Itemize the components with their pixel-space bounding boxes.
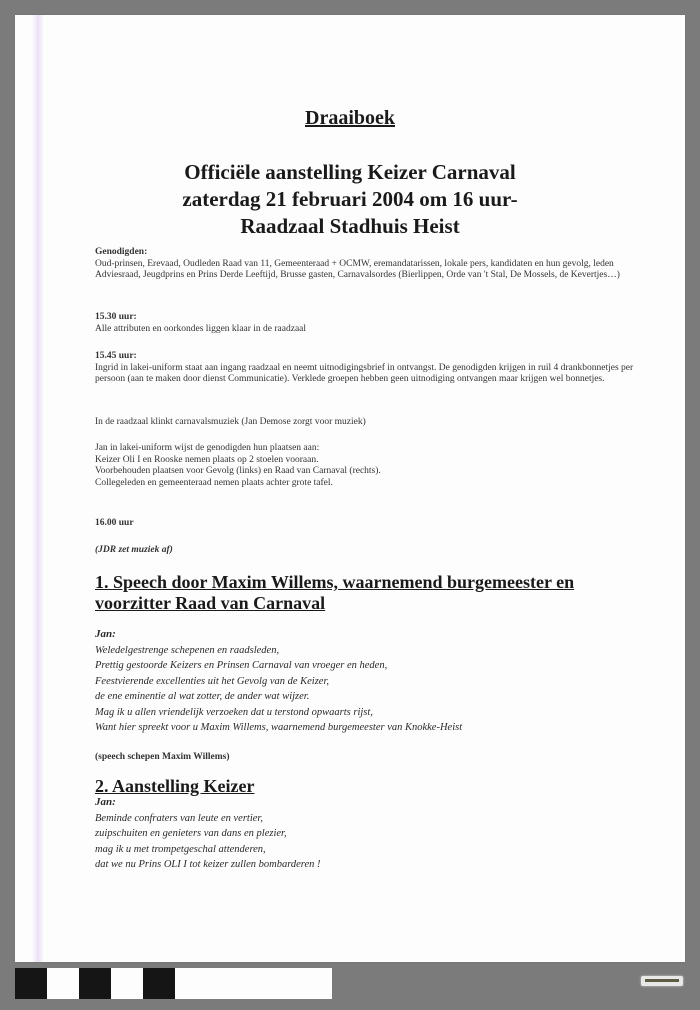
- speech-line: Prettig gestoorde Keizers en Prinsen Carnaval van vroeger en heden,: [95, 660, 388, 671]
- time-1600-note: (JDR zet muziek af): [95, 545, 173, 555]
- calibration-strip: [15, 968, 332, 999]
- seating-line: Collegeleden en gemeenteraad nemen plaats achter grote tafel.: [95, 477, 333, 488]
- calibration-block-white: [47, 968, 79, 999]
- section-1-speech: [95, 627, 655, 736]
- calibration-block-black: [79, 968, 111, 999]
- seating-line: Voorbehouden plaatsen voor Gevolg (links) en Raad van Carnaval (rechts).: [95, 466, 381, 476]
- scan-artifact-band: [32, 15, 44, 962]
- genodigden-text: Oud-prinsen, Erevaad, Oudleden Raad van 11, Gemeenteraad + OCMW, eremandatarissen, lokale pers, kandidaten en hun gevolg, leden Adviesraad, Jeugdprins en Prins Derde Leeftijd, Brusse gasten, Carnavalsordes (Bierlippen, Orde van 't Stal, De Mossels, de Kevertjes…): [95, 258, 620, 280]
- genodigden-label: Genodigden:: [95, 247, 148, 257]
- time-1600-label: 16.00 uur: [95, 518, 134, 528]
- document-title: Draaiboek: [305, 107, 395, 129]
- section-1-heading: [95, 572, 655, 614]
- speech-line: Feestvierende excellenties uit het Gevolg van de Keizer,: [95, 675, 330, 687]
- scale-bar-icon: [641, 976, 683, 986]
- calibration-block-white: [111, 968, 143, 999]
- speech-line: Weledelgestrenge schepenen en raadsleden,: [95, 644, 280, 656]
- scale-bar-line: [645, 979, 679, 982]
- genodigden-block: [95, 247, 655, 282]
- speaker-label: Jan:: [95, 628, 116, 640]
- time-1530-text: Alle attributen en oorkondes liggen klaar in de raadzaal: [95, 323, 307, 334]
- time-1545-block: [95, 351, 655, 386]
- subtitle-line: Officiële aanstelling Keizer Carnaval: [184, 160, 516, 184]
- music-note: In de raadzaal klinkt carnavalsmuziek (Jan Demose zorgt voor muziek): [95, 417, 366, 427]
- time-1545-text: Ingrid in lakei-uniform staat aan ingang raadzaal en neemt uitnodigingsbrief in ontvangst. De genodigden krijgen in ruil 4 drankbonnetjes per persoon (aan te maken door dienst Communicatie). Verklede groepen hebben geen uitnodiging ontvangen maar krijgen wel bonnetjes.: [95, 362, 634, 384]
- speech-line: mag ik u met trompetgeschal attenderen,: [95, 843, 266, 855]
- speech-line: dat we nu Prins OLI I tot keizer zullen bombarderen !: [95, 859, 321, 870]
- speech-note: (speech schepen Maxim Willems): [95, 752, 230, 762]
- speech-line: Beminde confraters van leute en vertier,: [95, 812, 263, 824]
- time-1545-label: 15.45 uur:: [95, 351, 137, 361]
- speech-line: Want hier spreekt voor u Maxim Willems, waarnemend burgemeester van Knokke-Heist: [95, 722, 463, 733]
- calibration-block-black: [143, 968, 175, 999]
- subtitle-line: zaterdag 21 februari 2004 om 16 uur-: [182, 187, 518, 211]
- seating-line: Keizer Oli I en Rooske nemen plaats op 2 stoelen vooraan.: [95, 454, 319, 465]
- seating-block: [95, 443, 655, 489]
- subtitle-line: Raadzaal Stadhuis Heist: [240, 214, 460, 238]
- calibration-block-black: [15, 968, 47, 999]
- section-heading-line: 1. Speech door Maxim Willems, waarnemend burgemeester en: [95, 572, 575, 592]
- document-page: [15, 15, 685, 962]
- speech-line: zuipschuiten en genieters van dans en plezier,: [95, 828, 287, 839]
- speech-line: Mag ik u allen vriendelijk verzoeken dat u terstond opwaarts rijst,: [95, 706, 373, 718]
- time-1530-block: [95, 312, 655, 335]
- seating-line: Jan in lakei-uniform wijst de genodigden hun plaatsen aan:: [95, 443, 320, 453]
- section-2-speech: [95, 795, 655, 873]
- speaker-label: Jan:: [95, 796, 116, 808]
- section-2-heading: 2. Aanstelling Keizer: [95, 776, 255, 796]
- section-heading-line: voorzitter Raad van Carnaval: [95, 593, 326, 613]
- calibration-block-white-long: [175, 968, 332, 999]
- time-1530-label: 15.30 uur:: [95, 312, 137, 322]
- speech-line: de ene eminentie al wat zotter, de ander wat wijzer.: [95, 691, 310, 702]
- document-subtitle: [15, 159, 685, 240]
